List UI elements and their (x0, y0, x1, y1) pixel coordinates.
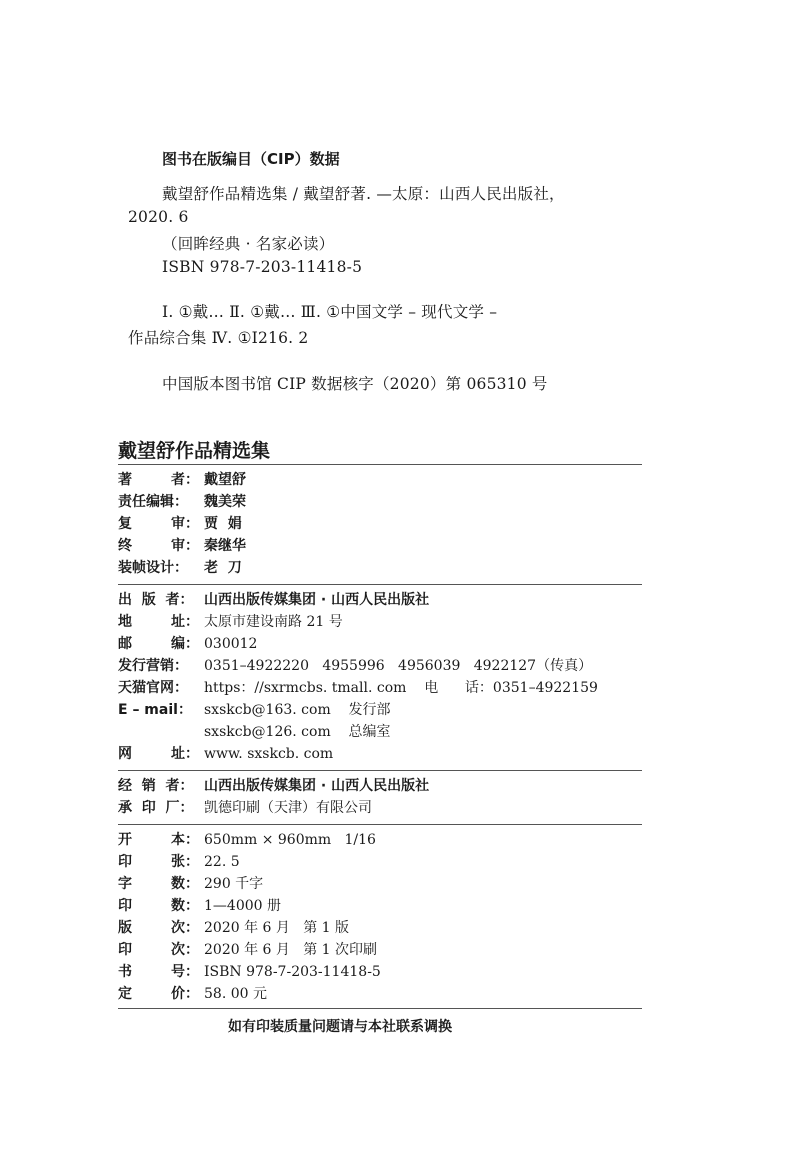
spec-label: 版 次： (118, 920, 199, 936)
cip-line-classification: Ⅰ. ①戴… Ⅱ. ①戴… Ⅲ. ①中国文学 – 现代文学 – (162, 303, 498, 321)
publisher-label: 发行营销： (118, 658, 188, 674)
spec-value: 1—4000 册 (204, 898, 281, 914)
spec-label: 书 号： (118, 964, 199, 980)
book-title: 戴望舒作品精选集 (118, 440, 271, 462)
cip-line-classification-cont: 作品综合集 Ⅳ. ①I216. 2 (128, 329, 309, 347)
publisher-label: E – mail： (118, 702, 192, 718)
credit-value: 秦继华 (204, 538, 246, 554)
publisher-value: www. sxskcb. com (204, 746, 334, 762)
credit-value: 戴望舒 (204, 472, 246, 488)
distribution-value: 凯德印刷（天津）有限公司 (204, 800, 372, 816)
spec-label: 印 数： (118, 898, 199, 914)
credit-label: 复 审： (118, 516, 199, 532)
divider (118, 1008, 642, 1009)
divider (118, 824, 642, 825)
distribution-label: 承 印 厂： (118, 800, 194, 816)
publisher-value: sxskcb@126. com 总编室 (204, 724, 391, 740)
cip-heading: 图书在版编目（CIP）数据 (162, 150, 340, 168)
spec-label: 开 本： (118, 832, 199, 848)
cip-line-isbn: ISBN 978-7-203-11418-5 (162, 258, 363, 276)
spec-label: 印 次： (118, 942, 199, 958)
credit-label: 责任编辑： (118, 494, 188, 510)
credit-value: 魏美荣 (204, 494, 246, 510)
publisher-value: sxskcb@163. com 发行部 (204, 702, 391, 718)
publisher-label: 天猫官网： (118, 680, 188, 696)
publisher-value: 0351–4922220 4955996 4956039 4922127（传真） (204, 658, 593, 674)
spec-value: 2020 年 6 月 第 1 版 (204, 920, 350, 936)
credit-label: 著 者： (118, 472, 199, 488)
publisher-label: 邮 编： (118, 636, 199, 652)
publisher-value: 太原市建设南路 21 号 (204, 614, 343, 630)
cip-line-title: 戴望舒作品精选集 / 戴望舒著. —太原：山西人民出版社， (162, 185, 565, 203)
divider (118, 770, 642, 771)
credit-label: 装帧设计： (118, 560, 188, 576)
quality-notice: 如有印装质量问题请与本社联系调换 (228, 1019, 452, 1035)
distribution-label: 经 销 者： (118, 778, 194, 794)
spec-label: 印 张： (118, 854, 199, 870)
credit-value: 贾 娟 (204, 516, 242, 532)
distribution-value: 山西出版传媒集团 · 山西人民出版社 (204, 778, 430, 794)
spec-value: 290 千字 (204, 876, 264, 892)
spec-value: 650mm × 960mm 1/16 (204, 832, 376, 848)
publisher-value: https：//sxrmcbs. tmall. com 电 话：0351–4922159 (204, 680, 598, 696)
spec-value: 22. 5 (204, 854, 240, 870)
spec-label: 字 数： (118, 876, 199, 892)
credit-label: 终 审： (118, 538, 199, 554)
publisher-label: 网 址： (118, 746, 199, 762)
spec-value: ISBN 978-7-203-11418-5 (204, 964, 381, 980)
publisher-label: 出 版 者： (118, 592, 194, 608)
publisher-value: 030012 (204, 636, 258, 652)
divider (118, 464, 642, 465)
cip-line-series: （回眸经典 · 名家必读） (162, 235, 335, 253)
publisher-label: 地 址： (118, 614, 199, 630)
spec-label: 定 价： (118, 986, 199, 1002)
credit-value: 老 刀 (204, 560, 242, 576)
spec-value: 2020 年 6 月 第 1 次印刷 (204, 942, 378, 958)
publisher-value: 山西出版传媒集团 · 山西人民出版社 (204, 592, 430, 608)
spec-value: 58. 00 元 (204, 986, 267, 1002)
divider (118, 584, 642, 585)
cip-line-record: 中国版本图书馆 CIP 数据核字（2020）第 065310 号 (162, 375, 548, 393)
cip-line-year: 2020. 6 (128, 208, 189, 226)
